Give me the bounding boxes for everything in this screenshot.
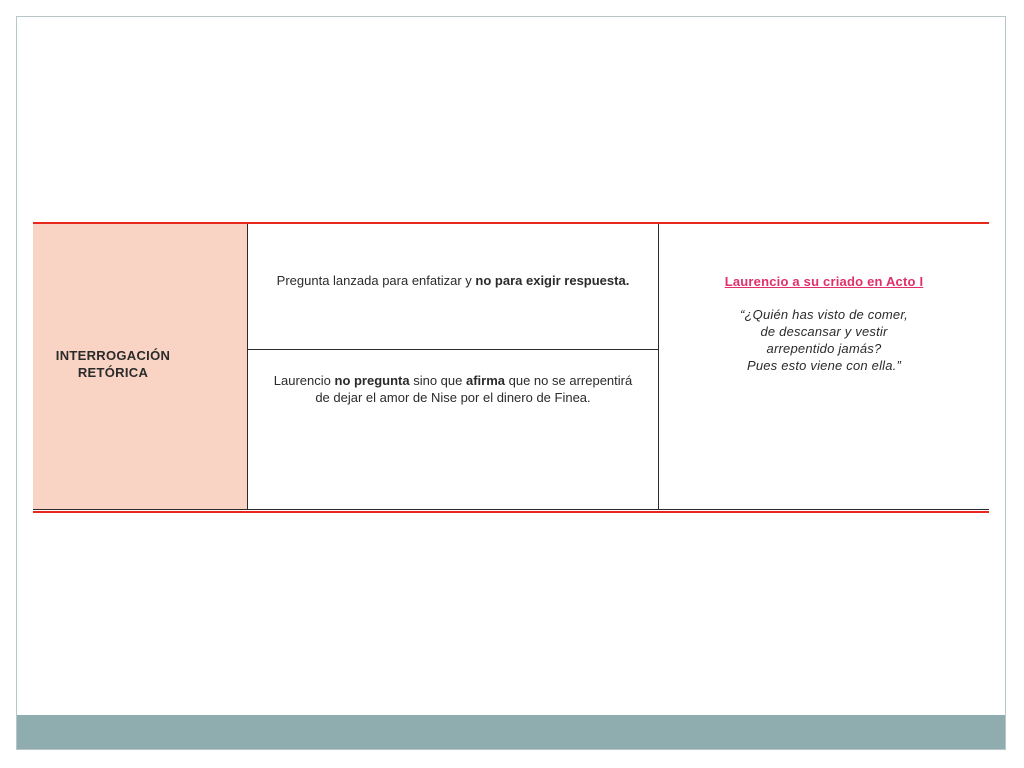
definition-cell-top: [248, 224, 659, 350]
example-cell: [659, 224, 989, 509]
definition-2-text-a: Laurencio: [273, 373, 335, 388]
example-title: Laurencio a su criado en Acto I: [724, 274, 924, 289]
table-bottom-rule-dark: [33, 509, 989, 510]
definition-2-emphasis-b: afirma: [465, 373, 506, 388]
term-cell: [33, 224, 248, 509]
term-label: INTERROGACIÓN RETÓRICA: [55, 348, 171, 380]
table-bottom-rule-red: [33, 511, 989, 513]
definition-1-text: Pregunta lanzada para enfatizar y: [276, 273, 476, 288]
definition-1-emphasis: no para exigir respuesta.: [475, 273, 630, 288]
definition-cell-bottom: [248, 350, 659, 509]
definition-2-text-c: que no se arrepentirá de dejar el amor de Nise por el dinero de Finea.: [315, 373, 633, 405]
definition-2-emphasis-a: no pregunta: [334, 373, 410, 388]
definition-2-text-b: sino que: [409, 373, 466, 388]
footer-bar: [17, 715, 1005, 749]
example-quote: “¿Quién has visto de comer, de descansar y vestir arrepentido jamás? Pues esto viene con ella.”: [740, 307, 908, 373]
